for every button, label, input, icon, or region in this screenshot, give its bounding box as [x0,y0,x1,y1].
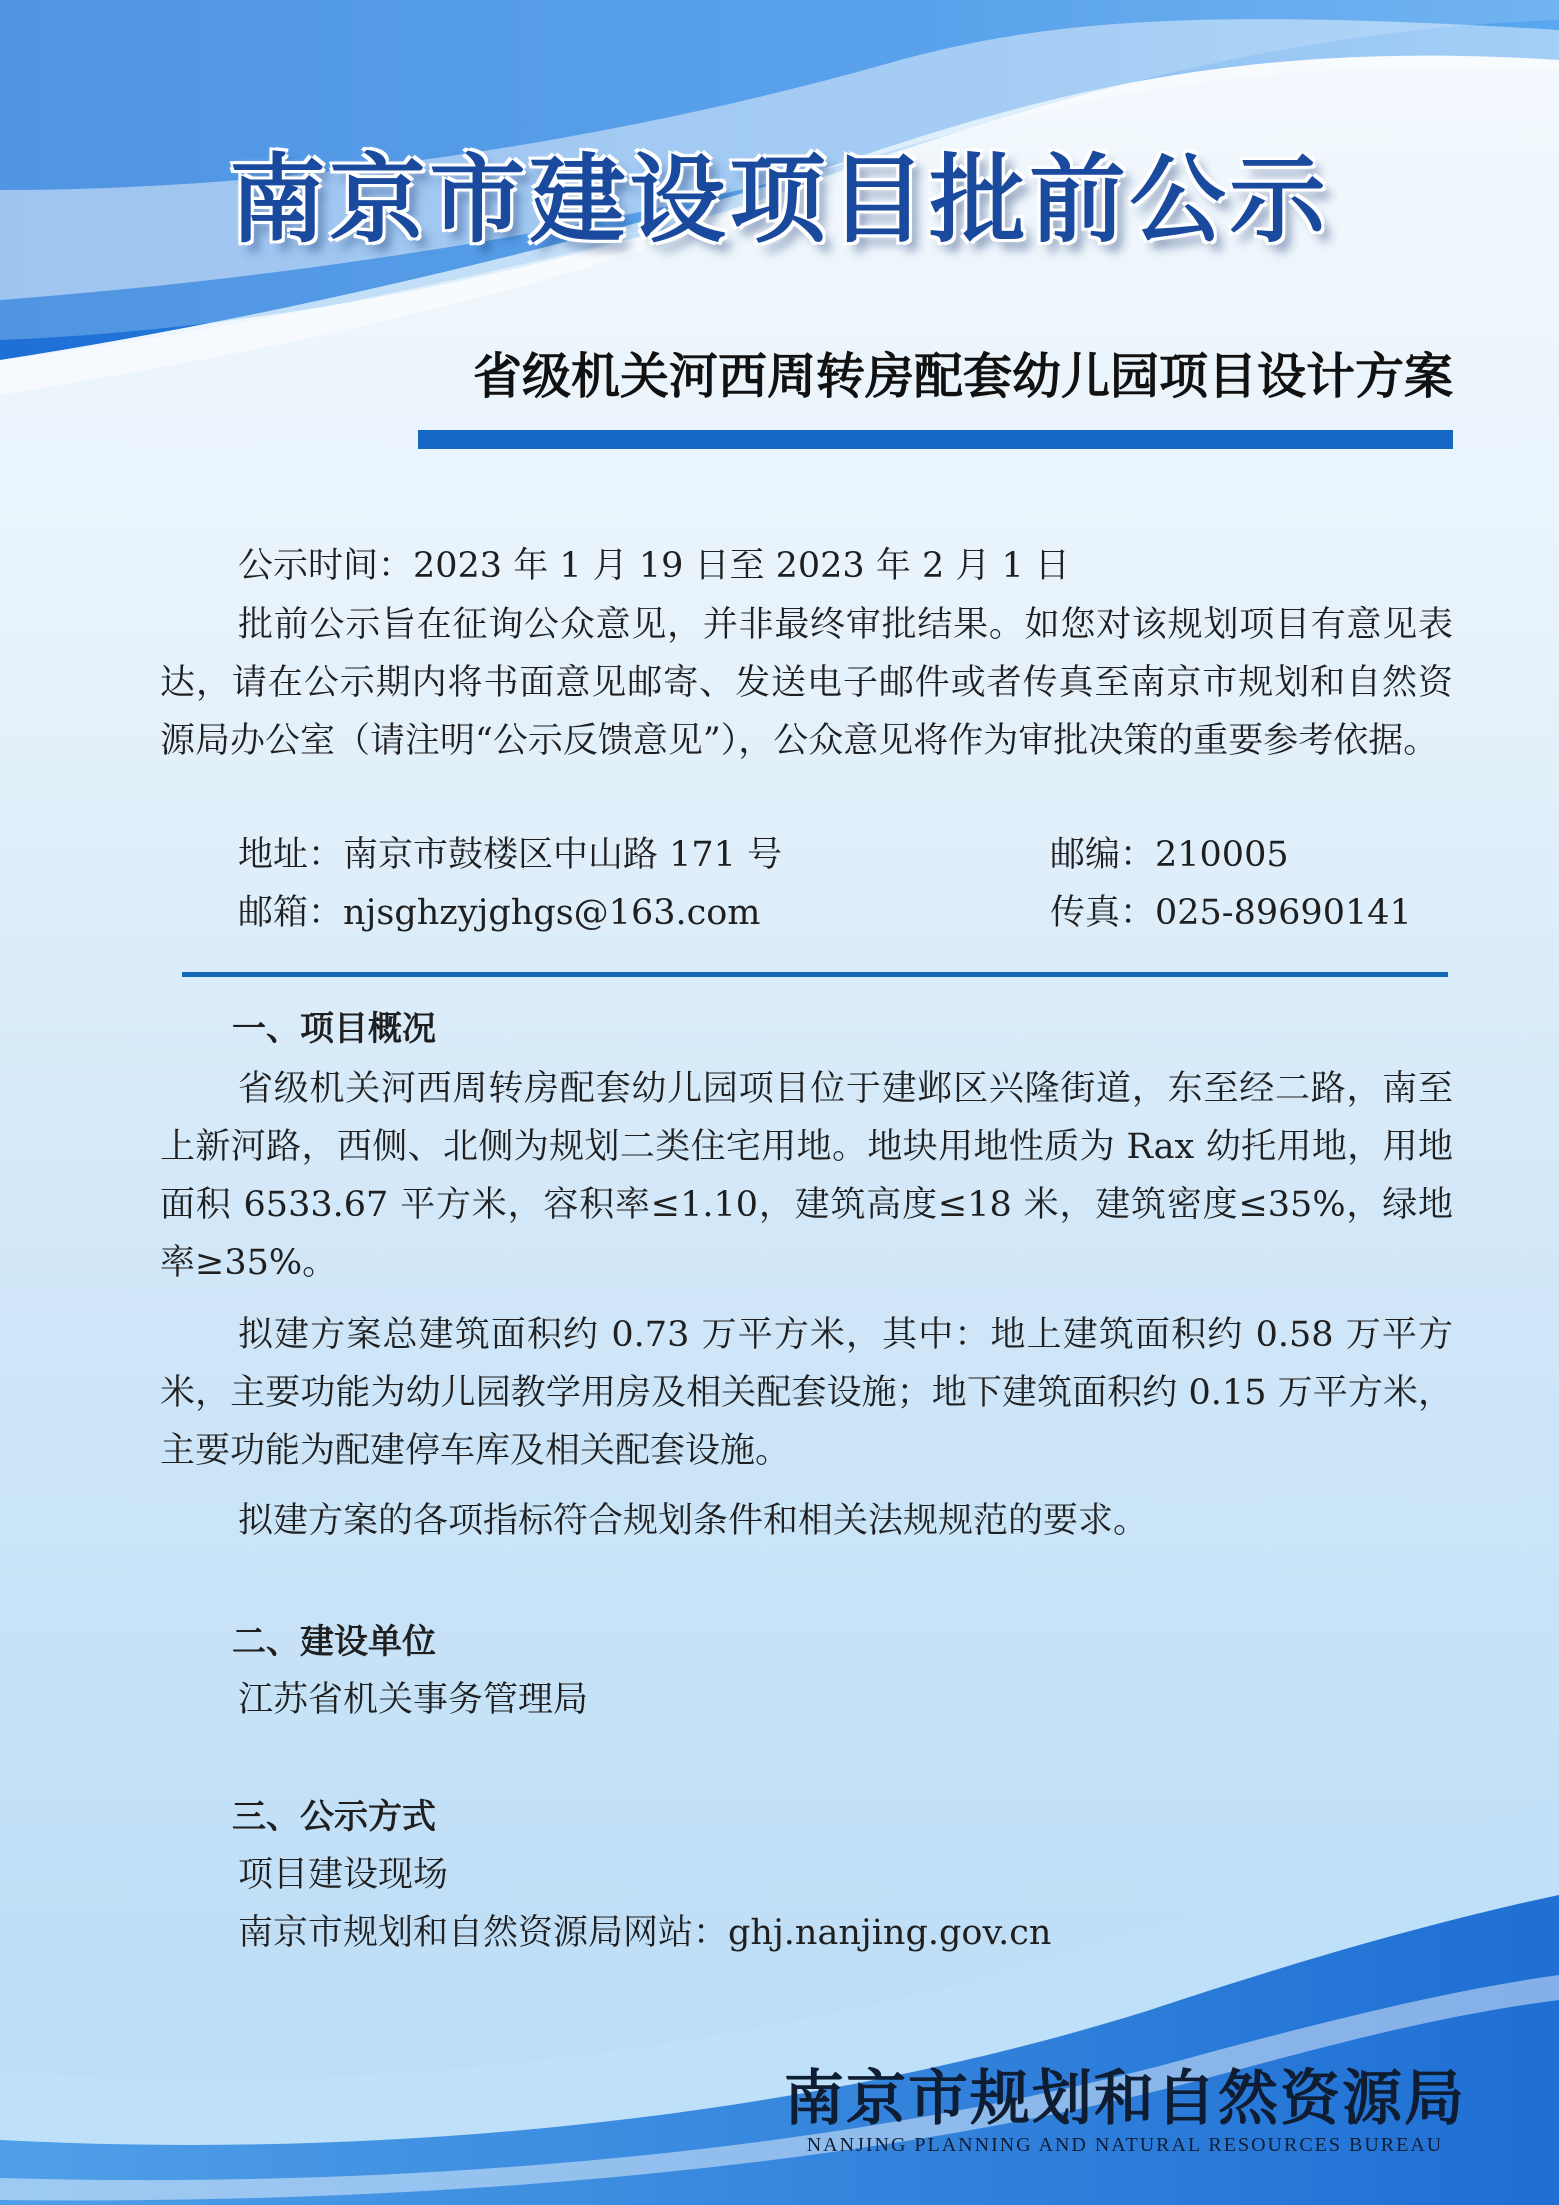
contact-postcode: 邮编：210005 [1050,835,1289,875]
section-heading-overview: 一、项目概况 [232,1009,436,1049]
footer-org-name: 南京市规划和自然资源局 [784,2064,1466,2134]
overview-paragraph-3: 拟建方案的各项指标符合规划条件和相关法规规范的要求。 [238,1501,1149,1541]
method-site: 项目建设现场 [238,1855,449,1895]
section-heading-method: 三、公示方式 [232,1797,436,1837]
builder-name: 江苏省机关事务管理局 [238,1680,589,1720]
section-heading-builder: 二、建设单位 [232,1622,436,1662]
footer-org-name-en: NANJING PLANNING AND NATURAL RESOURCES BUREAU [806,2134,1444,2156]
method-website: 南京市规划和自然资源局网站：ghj.nanjing.gov.cn [238,1913,1052,1953]
page-title: 南京市建设项目批前公示 [229,144,1330,256]
title-underline [418,430,1453,449]
contact-email: 邮箱：njsghzyjghgs@163.com [238,893,761,933]
section-divider [182,972,1448,977]
contact-fax: 传真：025-89690141 [1050,893,1412,933]
notice-paragraph: 批前公示旨在征询公众意见，并非最终审批结果。如您对该规划项目有意见表达，请在公示期内将书面意见邮寄、发送电子邮件或者传真至南京市规划和自然资源局办公室（请注明“公示反馈意见”），公众意见将作为审批决策的重要参考依据。 [160,605,1453,761]
overview-paragraph-1: 省级机关河西周转房配套幼儿园项目位于建邺区兴隆街道，东至经二路，南至上新河路，西侧、北侧为规划二类住宅用地。地块用地性质为 Rax 幼托用地，用地面积 6533.67 平方米，容积率≤1.10，建筑高度≤18 米，建筑密度≤35%，绿地率≥35%。 [160,1069,1453,1283]
contact-address: 地址：南京市鼓楼区中山路 171 号 [238,835,783,875]
notice-period: 公示时间：2023 年 1 月 19 日至 2023 年 2 月 1 日 [238,546,1070,586]
project-title: 省级机关河西周转房配套幼儿园项目设计方案 [472,347,1453,405]
overview-paragraph-2: 拟建方案总建筑面积约 0.73 万平方米，其中：地上建筑面积约 0.58 万平方米，主要功能为幼儿园教学用房及相关配套设施；地下建筑面积约 0.15 万平方米，主要功能为配建停车库及相关配套设施。 [160,1315,1453,1471]
